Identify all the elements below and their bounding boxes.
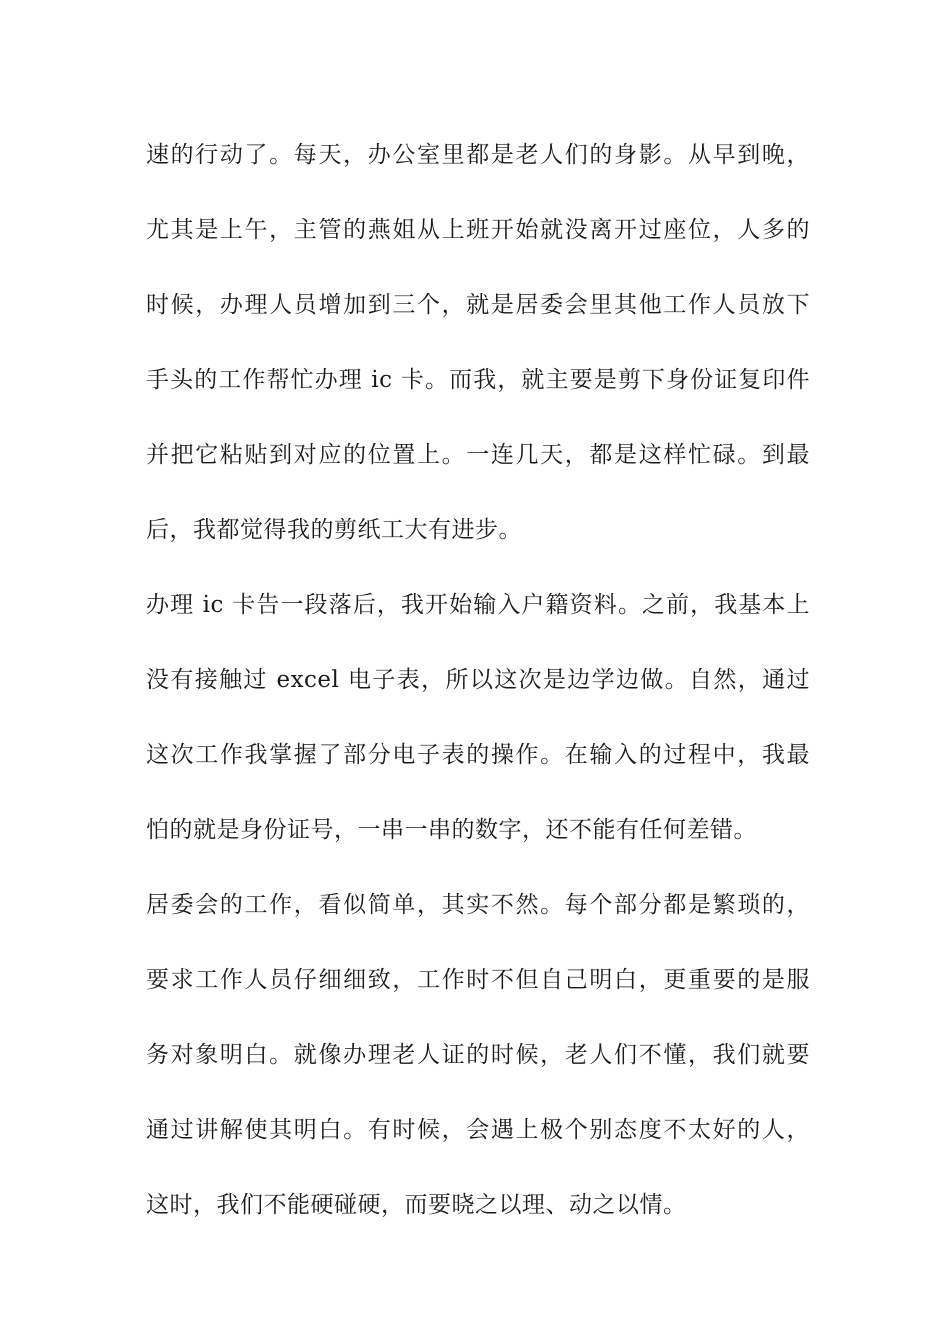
text-line: 居委会的工作，看似简单，其实不然。每个部分都是繁琐的，: [146, 892, 810, 918]
text-line: 通过讲解使其明白。有时候，会遇上极个别态度不太好的人，: [146, 1117, 810, 1143]
text-line: 务对象明白。就像办理老人证的时候，老人们不懂，我们就要: [146, 1042, 810, 1068]
text-line: 这时，我们不能硬碰硬，而要晓之以理、动之以情。: [146, 1192, 687, 1218]
text-line: 尤其是上午，主管的燕姐从上班开始就没离开过座位，人多的: [146, 217, 810, 243]
text-line: 没有接触过 excel 电子表，所以这次是边学边做。自然，通过: [146, 667, 810, 693]
text-line: 时候，办理人员增加到三个，就是居委会里其他工作人员放下: [146, 292, 810, 318]
text-line: 这次工作我掌握了部分电子表的操作。在输入的过程中，我最: [146, 742, 810, 768]
text-line: 怕的就是身份证号，一串一串的数字，还不能有任何差错。: [146, 817, 757, 843]
text-line: 要求工作人员仔细细致，工作时不但自己明白，更重要的是服: [146, 967, 810, 993]
text-line: 并把它粘贴到对应的位置上。一连几天，都是这样忙碌。到最: [146, 442, 810, 468]
body-text: [146, 126, 810, 1251]
text-line: 速的行动了。每天，办公室里都是老人们的身影。从早到晚，: [146, 142, 810, 168]
text-line: 后，我都觉得我的剪纸工大有进步。: [146, 517, 522, 543]
text-line: 办理 ic 卡告一段落后，我开始输入户籍资料。之前，我基本上: [146, 592, 810, 618]
text-line: 手头的工作帮忙办理 ic 卡。而我，就主要是剪下身份证复印件: [146, 367, 810, 393]
